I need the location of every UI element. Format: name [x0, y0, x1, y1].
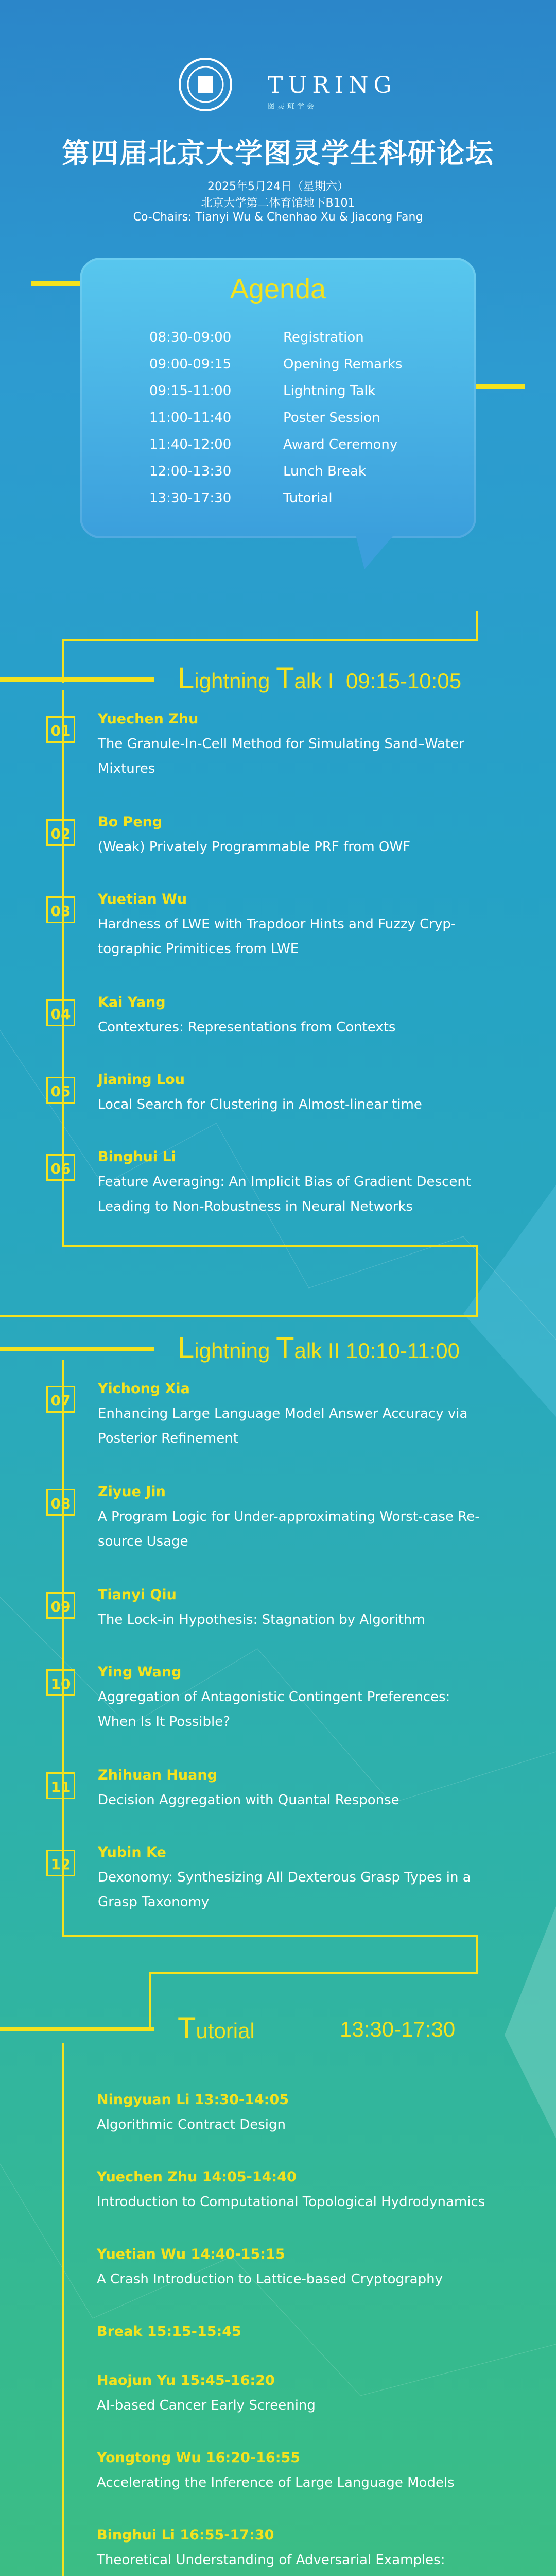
section-accent-bar — [0, 2027, 154, 2031]
section-accent-bar — [0, 677, 154, 682]
talk-number: 02 — [46, 819, 75, 846]
talk-number: 01 — [46, 716, 75, 743]
agenda-bubble-tail — [355, 533, 395, 569]
section-frame — [0, 1315, 478, 1317]
tutorial-title: A Crash Introduction to Lattice-based Cryptography — [97, 2272, 443, 2287]
tutorial-speaker: Haojun Yu 15:45-16:20 — [97, 2372, 275, 2388]
section-frame — [476, 1245, 478, 1317]
page-title: 第四届北京大学图灵学生科研论坛 — [62, 137, 494, 170]
talk-number: 09 — [46, 1592, 75, 1619]
speaker-name: Yuetian Wu — [98, 891, 187, 907]
tutorial-title: Algorithmic Contract Design — [97, 2117, 286, 2132]
agenda-row: 09:15-11:00 Lightning Talk — [149, 383, 376, 399]
tutorial-header: Tutorial — [178, 2011, 255, 2045]
section-accent-bar — [0, 1347, 154, 1351]
speaker-name: Yubin Ke — [98, 1844, 166, 1860]
talk-number: 12 — [46, 1850, 75, 1876]
talk-number: 06 — [46, 1154, 75, 1181]
event-cochairs: Co-Chairs: Tianyi Wu & Chenhao Xu & Jiacong Fang — [133, 211, 423, 224]
talk-title: The Granule-In-Cell Method for Simulating Sand–Water Mixtures — [98, 736, 464, 776]
agenda-row: 11:00-11:40 Poster Session — [149, 410, 380, 426]
agenda-title: Agenda — [230, 274, 326, 304]
speaker-name: Ziyue Jin — [98, 1484, 166, 1500]
section-frame — [62, 1935, 478, 1937]
talk-number: 05 — [46, 1077, 75, 1104]
talk-title: Feature Averaging: An Implicit Bias of Gradient Descent Leading to Non-Robustness in Neural Networks — [98, 1174, 472, 1214]
tutorial-speaker: Ningyuan Li 13:30-14:05 — [97, 2092, 289, 2108]
section-frame — [62, 1245, 478, 1247]
event-date: 2025年5月24日（星期六） — [207, 180, 349, 193]
talk-title: A Program Logic for Under-approximating Worst-case Re-source Usage — [98, 1509, 480, 1549]
tutorial-title: Accelerating the Inference of Large Language Models — [97, 2475, 455, 2490]
section-frame — [62, 2043, 64, 2576]
tutorial-time: 13:30-17:30 — [340, 2017, 456, 2041]
speaker-name: Kai Yang — [98, 994, 166, 1010]
agenda-row: 11:40-12:00 Award Ceremony — [149, 437, 398, 452]
speaker-name: Yichong Xia — [98, 1381, 190, 1397]
logo-row — [0, 57, 556, 118]
tutorial-speaker: Yuetian Wu 14:40-15:15 — [97, 2246, 285, 2262]
agenda-row: 08:30-09:00 Registration — [149, 330, 364, 345]
talk-title: Contextures: Representations from Contexts — [98, 1020, 396, 1035]
turing-logo-subtitle: 图灵班学会 — [268, 103, 317, 111]
tutorial-title: AI-based Cancer Early Screening — [97, 2398, 316, 2413]
connector-line — [62, 639, 478, 641]
talk-title: Local Search for Clustering in Almost-linear time — [98, 1097, 422, 1112]
speaker-name: Bo Peng — [98, 814, 163, 830]
talk-number: 10 — [46, 1669, 75, 1696]
section-frame — [476, 1935, 478, 1974]
tutorial-speaker: Yuechen Zhu 14:05-14:40 — [97, 2169, 297, 2185]
section-frame — [149, 1972, 478, 1974]
tutorial-title: Theoretical Understanding of Adversarial Examples: — [97, 2552, 445, 2568]
talk-number: 11 — [46, 1772, 75, 1799]
connector-line — [62, 639, 64, 683]
talk-title: Hardness of LWE with Trapdoor Hints and Fuzzy Cryp-tographic Primitices from LWE — [98, 917, 456, 957]
talk-number: 07 — [46, 1386, 75, 1413]
talk-title: Decision Aggregation with Quantal Response — [98, 1792, 399, 1808]
speaker-name: Binghui Li — [98, 1149, 176, 1165]
speaker-name: Zhihuan Huang — [98, 1767, 217, 1783]
agenda-panel — [80, 258, 476, 538]
talk-title: Dexonomy: Synthesizing All Dexterous Grasp Types in a Grasp Taxonomy — [98, 1870, 471, 1910]
talk-title: Enhancing Large Language Model Answer Accuracy via Posterior Refinement — [98, 1406, 468, 1446]
talk-number: 03 — [46, 896, 75, 923]
talk-title: (Weak) Privately Programmable PRF from OWF — [98, 839, 411, 855]
talk-number: 08 — [46, 1489, 75, 1516]
pku-logo-icon — [178, 57, 233, 112]
connector-line — [476, 611, 478, 641]
lt1-header: Lightning Talk I 09:15-10:05 — [178, 662, 462, 695]
talk-title: Aggregation of Antagonistic Contingent Preferences: When Is It Possible? — [98, 1689, 450, 1730]
speaker-name: Tianyi Qiu — [98, 1587, 177, 1603]
lt2-header: Lightning Talk II 10:10-11:00 — [178, 1331, 460, 1365]
agenda-row: 13:30-17:30 Tutorial — [149, 490, 333, 506]
tutorial-speaker: Binghui Li 16:55-17:30 — [97, 2527, 274, 2543]
turing-logo-text: TURING — [268, 72, 397, 98]
talk-title: The Lock-in Hypothesis: Stagnation by Algorithm — [98, 1612, 425, 1628]
agenda-row: 12:00-13:30 Lunch Break — [149, 464, 366, 479]
speaker-name: Yuechen Zhu — [98, 711, 199, 727]
tutorial-title: Introduction to Computational Topological Hydrodynamics — [97, 2194, 485, 2210]
speaker-name: Ying Wang — [98, 1664, 182, 1680]
tutorial-speaker: Yongtong Wu 16:20-16:55 — [97, 2450, 301, 2466]
event-venue: 北京大学第二体育馆地下B101 — [201, 197, 355, 210]
section-frame — [149, 1972, 151, 2028]
talk-number: 04 — [46, 999, 75, 1026]
speaker-name: Jianing Lou — [98, 1072, 185, 1088]
tutorial-break: Break 15:15-15:45 — [97, 2324, 241, 2340]
agenda-row: 09:00-09:15 Opening Remarks — [149, 357, 403, 372]
